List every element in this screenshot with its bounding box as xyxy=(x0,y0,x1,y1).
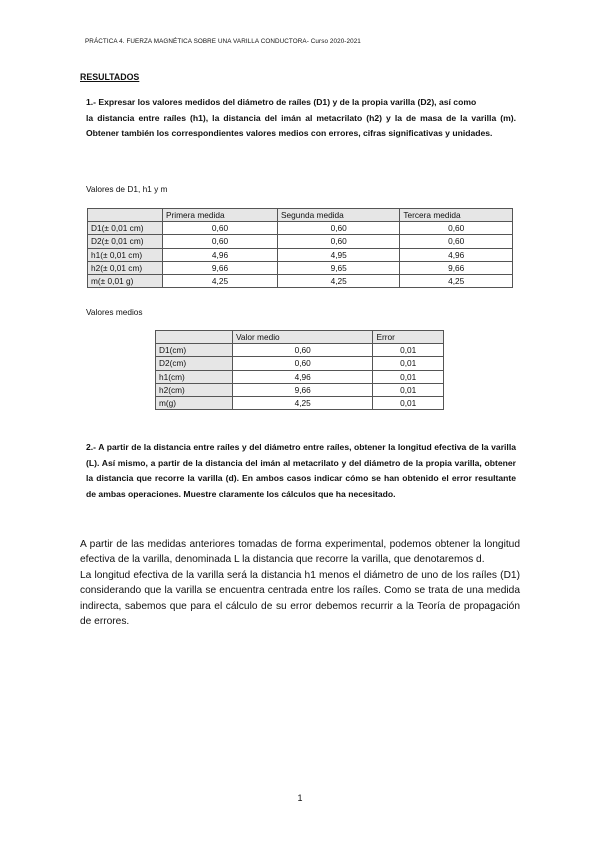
table-cell: 0,01 xyxy=(373,383,444,396)
header-cell: Tercera medida xyxy=(400,209,513,222)
row-label: m(± 0,01 g) xyxy=(88,274,163,287)
table-row xyxy=(88,274,513,287)
table-cell: 4,25 xyxy=(163,274,278,287)
row-label: D2(cm) xyxy=(156,357,233,370)
question-1-line-2: la distancia entre raíles (h1), la distancia del imán al metacrilato (h2) y la de masa de la varilla (m). Obtener también los correspondientes valores medios con errores, cifras significativas y unidades. xyxy=(86,112,516,138)
table-cell: 4,25 xyxy=(278,274,400,287)
question-2-text: 2.- A partir de la distancia entre raíles y del diámetro entre raíles, obtener la longitud efectiva de la varilla (L). Así mismo, a partir de la distancia del imán al metacrilato y del diámetro de la propia varilla, obtener la distancia que recorre la varilla (d). En ambos casos indicar cómo se han obtenido el error resultante de ambas operaciones. Muestre claramente los cálculos que ha necesitado. xyxy=(86,442,516,499)
question-1 xyxy=(86,95,516,142)
header-cell xyxy=(88,209,163,222)
table-cell: 0,60 xyxy=(233,344,373,357)
row-label: h1(± 0,01 cm) xyxy=(88,248,163,261)
measurements-table xyxy=(87,208,513,288)
table-cell: 4,96 xyxy=(163,248,278,261)
table-cell: 0,60 xyxy=(400,222,513,235)
section-title: RESULTADOS xyxy=(80,72,140,82)
table-cell: 9,66 xyxy=(400,261,513,274)
table-row xyxy=(88,248,513,261)
header-cell: Error xyxy=(373,331,444,344)
table-2-caption: Valores medios xyxy=(86,307,143,317)
answer-text xyxy=(80,537,520,629)
answer-paragraph-1: A partir de las medidas anteriores tomadas de forma experimental, podemos obtener la longitud efectiva de la varilla, denominada L la distancia que recorre la varilla, que denotaremos d. xyxy=(80,539,520,566)
table-cell: 4,25 xyxy=(233,396,373,409)
table-cell: 0,01 xyxy=(373,357,444,370)
question-2 xyxy=(86,440,516,502)
row-label: D1(± 0,01 cm) xyxy=(88,222,163,235)
row-label: m(g) xyxy=(156,396,233,409)
table-cell: 4,96 xyxy=(400,248,513,261)
table-cell: 0,60 xyxy=(400,235,513,248)
question-1-line-1: 1.- Expresar los valores medidos del diámetro de raíles (D1) y de la propia varilla (D2), así como xyxy=(86,97,477,107)
table-row xyxy=(88,235,513,248)
table-row xyxy=(88,261,513,274)
table-row xyxy=(156,370,444,383)
table-row xyxy=(156,344,444,357)
table-cell: 9,66 xyxy=(163,261,278,274)
table-cell: 0,60 xyxy=(278,222,400,235)
table-cell: 0,60 xyxy=(278,235,400,248)
table-1-caption: Valores de D1, h1 y m xyxy=(86,184,168,194)
header-cell: Segunda medida xyxy=(278,209,400,222)
table-row xyxy=(156,383,444,396)
table-row xyxy=(156,396,444,409)
table-cell: 0,01 xyxy=(373,370,444,383)
header-cell: Valor medio xyxy=(233,331,373,344)
page-header: PRÁCTICA 4. FUERZA MAGNÉTICA SOBRE UNA VARILLA CONDUCTORA- Curso 2020-2021 xyxy=(85,38,361,45)
table-row xyxy=(156,357,444,370)
table-cell: 4,25 xyxy=(400,274,513,287)
header-cell xyxy=(156,331,233,344)
table-header-row xyxy=(156,331,444,344)
table-cell: 4,96 xyxy=(233,370,373,383)
header-cell: Primera medida xyxy=(163,209,278,222)
page-number: 1 xyxy=(297,793,303,803)
table-header-row xyxy=(88,209,513,222)
table-cell: 0,60 xyxy=(163,235,278,248)
answer-paragraph-2: La longitud efectiva de la varilla será la distancia h1 menos el diámetro de uno de los raíles (D1) considerando que la varilla se encuentra centrada entre los raíles. Como se trata de una medida indirecta, sabemos que para el cálculo de su error debemos recurrir a la Teoría de propagación de errores. xyxy=(80,569,520,628)
row-label: h1(cm) xyxy=(156,370,233,383)
table-cell: 0,01 xyxy=(373,344,444,357)
table-cell: 9,65 xyxy=(278,261,400,274)
table-cell: 0,60 xyxy=(233,357,373,370)
row-label: h2(cm) xyxy=(156,383,233,396)
table-row xyxy=(88,222,513,235)
row-label: h2(± 0,01 cm) xyxy=(88,261,163,274)
table-cell: 0,60 xyxy=(163,222,278,235)
table-cell: 9,66 xyxy=(233,383,373,396)
row-label: D2(± 0,01 cm) xyxy=(88,235,163,248)
table-cell: 0,01 xyxy=(373,396,444,409)
mean-values-table xyxy=(155,330,444,410)
table-cell: 4,95 xyxy=(278,248,400,261)
row-label: D1(cm) xyxy=(156,344,233,357)
